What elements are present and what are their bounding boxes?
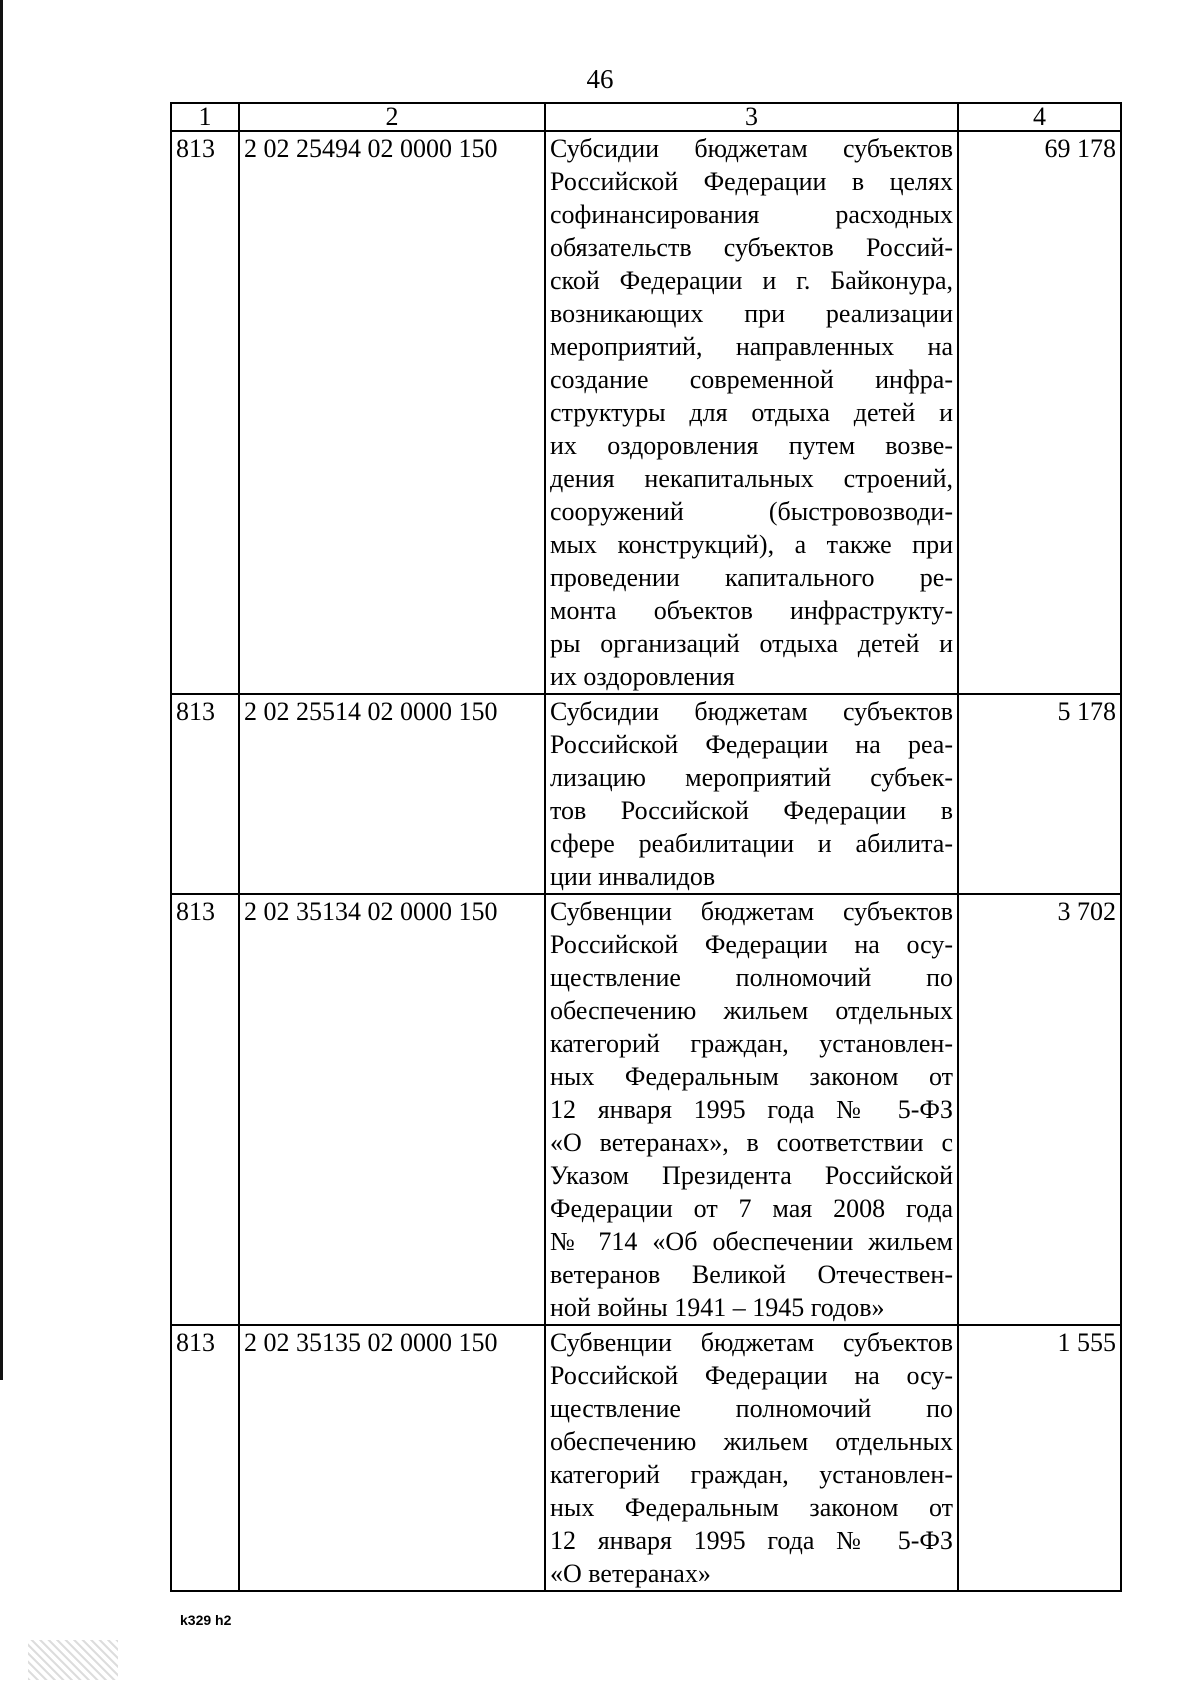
description-line: ществление полномочий по — [550, 1394, 953, 1423]
footer-code: k329 h2 — [180, 1612, 232, 1628]
description-line: «О ветеранах» — [550, 1559, 711, 1588]
description-line: ской Федерации и г. Байконура, — [550, 266, 953, 295]
budget-code-cell: 2 02 25514 02 0000 150 — [239, 694, 545, 894]
amount-cell: 3 702 — [958, 894, 1121, 1325]
budget-table — [170, 102, 1122, 1592]
description-line: проведении капитального ре- — [550, 563, 953, 592]
description-line: сооружений (быстровозводи- — [550, 497, 953, 526]
column-header-2: 2 — [239, 103, 545, 131]
description-cell — [545, 894, 958, 1325]
description-line: их оздоровления путем возве- — [550, 431, 953, 460]
description-line: категорий граждан, установлен- — [550, 1029, 953, 1058]
description-line: софинансирования расходных — [550, 200, 953, 229]
description-line: обязательств субъектов Россий- — [550, 233, 953, 262]
description-line: Субвенции бюджетам субъектов — [550, 1328, 953, 1357]
description-cell — [545, 694, 958, 894]
description-line: ществление полномочий по — [550, 963, 953, 992]
table-row — [171, 1325, 1121, 1591]
description-line: структуры для отдыха детей и — [550, 398, 953, 427]
budget-code-cell: 2 02 35135 02 0000 150 — [239, 1325, 545, 1591]
description-line: Российской Федерации на осу- — [550, 930, 953, 959]
admin-code-cell: 813 — [171, 894, 239, 1325]
description-line: сфере реабилитации и абилита- — [550, 829, 953, 858]
description-line: 12 января 1995 года № 5-ФЗ — [550, 1526, 953, 1555]
page-number: 46 — [586, 64, 614, 94]
description-line: категорий граждан, установлен- — [550, 1460, 953, 1489]
description-line: Субвенции бюджетам субъектов — [550, 897, 953, 926]
description-line: обеспечению жильем отдельных — [550, 1427, 953, 1456]
description-line: 12 января 1995 года № 5-ФЗ — [550, 1095, 953, 1124]
description-line: Российской Федерации в целях — [550, 167, 953, 196]
description-line: дения некапитальных строений, — [550, 464, 953, 493]
description-line: лизацию мероприятий субъек- — [550, 763, 953, 792]
description-line: ной войны 1941 – 1945 годов» — [550, 1293, 885, 1322]
description-line: Российской Федерации на реа- — [550, 730, 953, 759]
table-row — [171, 131, 1121, 694]
budget-code-cell: 2 02 25494 02 0000 150 — [239, 131, 545, 694]
description-line: создание современной инфра- — [550, 365, 953, 394]
column-header-3: 3 — [545, 103, 958, 131]
table-row — [171, 894, 1121, 1325]
description-line: ции инвалидов — [550, 862, 716, 891]
description-line: ры организаций отдыха детей и — [550, 629, 953, 658]
description-cell — [545, 1325, 958, 1591]
description-line: ных Федеральным законом от — [550, 1493, 953, 1522]
description-line: № 714 «Об обеспечении жильем — [550, 1227, 953, 1256]
description-line: Российской Федерации на осу- — [550, 1361, 953, 1390]
description-line: возникающих при реализации — [550, 299, 953, 328]
amount-cell: 1 555 — [958, 1325, 1121, 1591]
description-line: Указом Президента Российской — [550, 1161, 953, 1190]
table-row — [171, 694, 1121, 894]
description-line: ных Федеральным законом от — [550, 1062, 953, 1091]
description-line: Субсидии бюджетам субъектов — [550, 697, 953, 726]
amount-cell: 5 178 — [958, 694, 1121, 894]
budget-code-cell: 2 02 35134 02 0000 150 — [239, 894, 545, 1325]
description-line: их оздоровления — [550, 662, 735, 691]
header-row — [171, 103, 1121, 131]
column-header-1: 1 — [171, 103, 239, 131]
description-line: Федерации от 7 мая 2008 года — [550, 1194, 953, 1223]
admin-code-cell: 813 — [171, 694, 239, 894]
scan-artifact — [28, 1640, 118, 1680]
description-line: мероприятий, направленных на — [550, 332, 953, 361]
scan-left-edge — [0, 0, 3, 1380]
description-line: обеспечению жильем отдельных — [550, 996, 953, 1025]
admin-code-cell: 813 — [171, 131, 239, 694]
amount-cell: 69 178 — [958, 131, 1121, 694]
description-line: ветеранов Великой Отечествен- — [550, 1260, 953, 1289]
description-cell — [545, 131, 958, 694]
description-line: тов Российской Федерации в — [550, 796, 953, 825]
description-line: мых конструкций), а также при — [550, 530, 953, 559]
admin-code-cell: 813 — [171, 1325, 239, 1591]
description-line: Субсидии бюджетам субъектов — [550, 134, 953, 163]
description-line: монта объектов инфраструкту- — [550, 596, 953, 625]
description-line: «О ветеранах», в соответствии с — [550, 1128, 953, 1157]
column-header-4: 4 — [958, 103, 1121, 131]
